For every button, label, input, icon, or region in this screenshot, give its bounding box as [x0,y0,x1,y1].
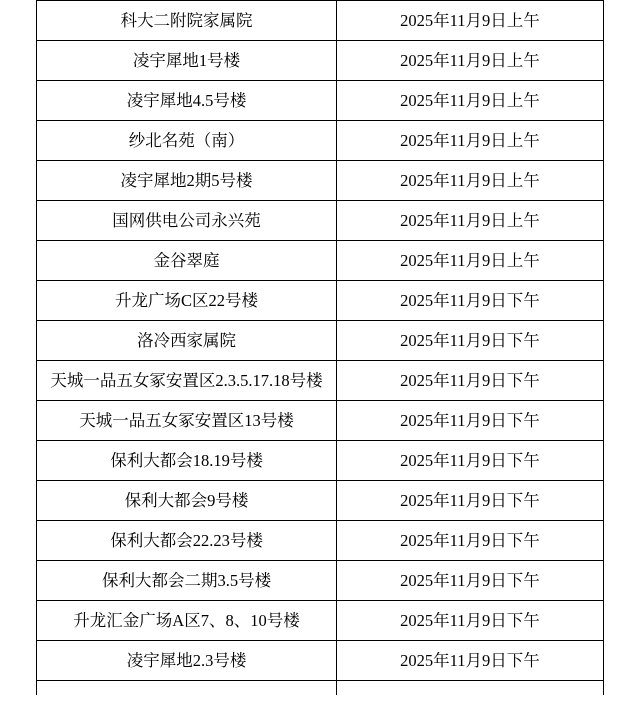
cell-outage-time: 2025年11月9日上午 [337,241,604,281]
cell-community-name: 金谷翠庭 [37,241,337,281]
cell-community-name-partial [37,681,337,695]
cell-community-name: 凌宇犀地1号楼 [37,41,337,81]
water-outage-table [36,0,604,695]
table-row [37,401,604,441]
table-row [37,561,604,601]
table-row [37,521,604,561]
cell-community-name: 保利大都会9号楼 [37,481,337,521]
cell-outage-time: 2025年11月9日下午 [337,441,604,481]
cell-community-name: 洛冷西家属院 [37,321,337,361]
table-row [37,321,604,361]
cell-outage-time: 2025年11月9日下午 [337,281,604,321]
table-row [37,81,604,121]
cell-community-name: 保利大都会22.23号楼 [37,521,337,561]
table-row [37,1,604,41]
cell-outage-time: 2025年11月9日上午 [337,1,604,41]
table-row [37,281,604,321]
cell-community-name: 纱北名苑（南） [37,121,337,161]
cell-community-name: 保利大都会二期3.5号楼 [37,561,337,601]
table-row [37,241,604,281]
cell-outage-time: 2025年11月9日上午 [337,121,604,161]
cell-community-name: 天城一品五女冢安置区2.3.5.17.18号楼 [37,361,337,401]
cell-outage-time: 2025年11月9日上午 [337,81,604,121]
table-row [37,121,604,161]
cell-community-name: 凌宇犀地2期5号楼 [37,161,337,201]
cell-outage-time: 2025年11月9日下午 [337,521,604,561]
cell-outage-time: 2025年11月9日上午 [337,41,604,81]
table-row [37,441,604,481]
cell-community-name: 保利大都会18.19号楼 [37,441,337,481]
cell-outage-time: 2025年11月9日下午 [337,361,604,401]
table-row [37,641,604,681]
cell-community-name: 凌宇犀地4.5号楼 [37,81,337,121]
table-row [37,361,604,401]
cell-community-name: 升龙广场C区22号楼 [37,281,337,321]
table-row [37,201,604,241]
cell-outage-time: 2025年11月9日上午 [337,161,604,201]
cell-outage-time: 2025年11月9日下午 [337,401,604,441]
cell-outage-time: 2025年11月9日下午 [337,601,604,641]
table-row [37,41,604,81]
table-body [37,1,604,695]
cell-community-name: 升龙汇金广场A区7、8、10号楼 [37,601,337,641]
table-row [37,601,604,641]
cell-community-name: 国网供电公司永兴苑 [37,201,337,241]
table-row [37,161,604,201]
table-row [37,481,604,521]
cell-outage-time: 2025年11月9日下午 [337,561,604,601]
cell-outage-time: 2025年11月9日下午 [337,641,604,681]
table-row-partial [37,681,604,695]
cell-outage-time: 2025年11月9日上午 [337,201,604,241]
cell-community-name: 天城一品五女冢安置区13号楼 [37,401,337,441]
cell-outage-time: 2025年11月9日下午 [337,321,604,361]
cell-outage-time: 2025年11月9日下午 [337,481,604,521]
cell-outage-time-partial [337,681,604,695]
cell-community-name: 科大二附院家属院 [37,1,337,41]
cell-community-name: 凌宇犀地2.3号楼 [37,641,337,681]
